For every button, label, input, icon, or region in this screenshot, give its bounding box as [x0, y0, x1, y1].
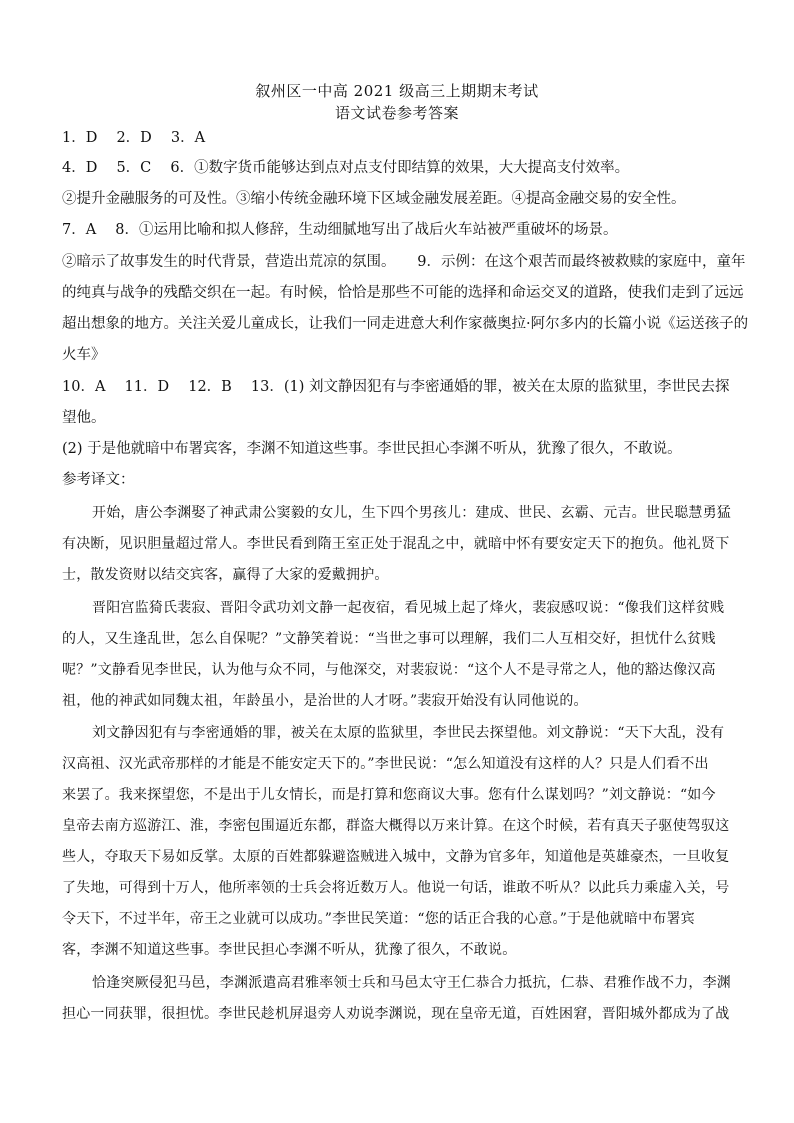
answer-line: ②提升金融服务的可及性。③缩小传统金融环境下区域金融发展差距。④提高金融交易的安全性。 — [62, 191, 686, 207]
translation-line: 恰逢突厥侵犯马邑，李渊派遣高君雅率领士兵和马邑太守王仁恭合力抵抗，仁恭、君雅作战不力，李渊 — [92, 975, 731, 991]
translation-line: 来罢了。我来探望您，不是出于儿女情长，而是打算和您商议大事。您有什么谋划吗？”刘文静说：“如今 — [62, 787, 716, 803]
answer-line: 望他。 — [62, 410, 106, 426]
exam-subtitle: 语文试卷参考答案 — [334, 104, 459, 122]
translation-line: 刘文静因犯有与李密通婚的罪，被关在太原的监狱里，李世民去探望他。刘文静说：“天下大乱，没有 — [92, 725, 725, 741]
translation-line: 了失地，可得到十万人，他所率领的士兵会将近数万人。他说一句话，谁敢不听从？以此兵力乘虚入关，号 — [62, 880, 730, 896]
translation-line: 客，李渊不知道这些事。李世民担心李渊不听从，犹豫了很久，不敢说。 — [62, 942, 517, 958]
answer-line: 火车》 — [62, 347, 106, 363]
answer-line: 的纯真与战争的残酷交织在一起。有时候，恰恰是那些不可能的选择和命运交叉的道路，使我们走到了远远 — [62, 285, 744, 301]
answer-line: 4．D 5．C 6．①数字货币能够达到点对点支付即结算的效果，大大提高支付效率。 — [62, 160, 630, 176]
translation-line: 汉高祖、汉光武帝那样的才能是不能安定天下的。”李世民说：“怎么知道没有这样的人？只是人们看不出 — [62, 756, 709, 772]
exam-title: 叙州区一中高 2021 级高三上期期末考试 — [255, 82, 539, 100]
translation-line: 呢？”文静看见李世民，认为他与众不同，与他深交，对裴寂说：“这个人不是寻常之人，他的豁达像汉高 — [62, 662, 716, 678]
answer-line: (2) 于是他就暗中布署宾客，李渊不知道这些事。李世民担心李渊不听从，犹豫了很久，不敢说。 — [62, 441, 682, 457]
answer-line: 超出想象的地方。关注关爱儿童成长，让我们一同走进意大利作家薇奥拉·阿尔多内的长篇小说《运送孩子的 — [62, 316, 749, 332]
translation-line: 有决断，见识胆量超过常人。李世民看到隋王室正处于混乱之中，就暗中怀有要安定天下的抱负。他礼贤下 — [62, 536, 730, 552]
answer-line: 7．A 8．①运用比喻和拟人修辞，生动细腻地写出了战后火车站被严重破坏的场景。 — [62, 222, 618, 238]
answer-line: 10．A 11．D 12．B 13．(1) 刘文静因犯有与李密通婚的罪，被关在太原的监狱里，李世民去探 — [62, 379, 730, 395]
answer-line: ②暗示了故事发生的时代背景，营造出荒凉的氛围。 9．示例：在这个艰苦而最终被救赎的家庭中，童年 — [62, 254, 746, 270]
translation-line: 些人，夺取天下易如反掌。太原的百姓都躲避盗贼进入城中，文静为官多年，知道他是英雄豪杰，一旦收复 — [62, 849, 730, 865]
translation-heading: 参考译文： — [62, 472, 135, 488]
translation-line: 晋阳宫监猗氏裴寂、晋阳令武功刘文静一起夜宿，看见城上起了烽火，裴寂感叹说：“像我们这样贫贱 — [92, 600, 725, 616]
translation-line: 担心一同获罪，很担忧。李世民趁机屏退旁人劝说李渊说，现在皇帝无道，百姓困窘，晋阳城外都成为了战 — [62, 1006, 730, 1022]
translation-line: 祖，他的神武如同魏太祖，年龄虽小，是治世的人才呀。”裴寂开始没有认同他说的。 — [62, 693, 588, 709]
translation-line: 士，散发资财以结交宾客，赢得了大家的爱戴拥护。 — [62, 567, 389, 583]
answer-line: 1．D 2．D 3．A — [62, 130, 206, 146]
translation-line: 的人，又生逢乱世，怎么自保呢？”文静笑着说：“当世之事可以理解，我们二人互相交好，担忧什么贫贱 — [62, 631, 716, 647]
translation-line: 开始，唐公李渊娶了神武肃公窦毅的女儿，生下四个男孩儿：建成、世民、玄霸、元吉。世民聪慧勇猛 — [92, 505, 731, 521]
translation-line: 皇帝去南方巡游江、淮，李密包围逼近东都，群盗大概得以万来计算。在这个时候，若有真天子驱使驾驭这 — [62, 818, 730, 834]
translation-line: 令天下，不过半年，帝王之业就可以成功。”李世民笑道：“您的话正合我的心意。”于是他就暗中布署宾 — [62, 911, 695, 927]
